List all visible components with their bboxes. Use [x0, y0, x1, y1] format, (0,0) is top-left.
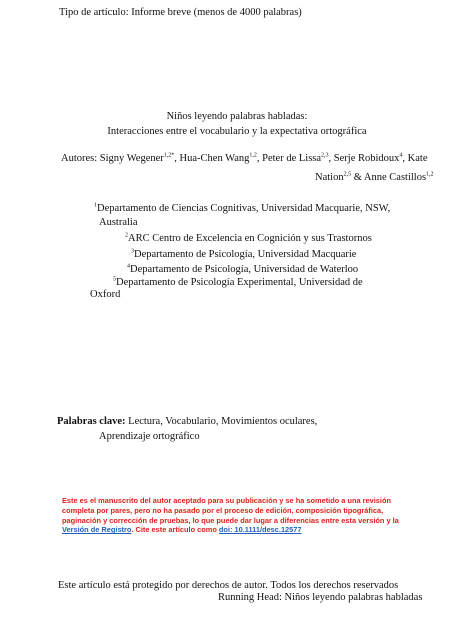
affiliation-text: ARC Centro de Excelencia en Cognición y sus Trastornos — [128, 233, 372, 244]
affiliation-text: Departamento de Psicología, Universidad de Waterloo — [130, 264, 359, 275]
author-name: Peter de Lissa — [262, 153, 322, 164]
copyright-notice: Este artículo está protegido por derechos de autor. Todos los derechos reservados — [58, 580, 399, 591]
author-affiliation: 1,2* — [163, 152, 175, 159]
author-name-part: Kate — [407, 153, 428, 164]
running-head: Running Head: Niños leyendo palabras habladas — [218, 592, 423, 603]
author-affiliation: 4 — [399, 152, 403, 159]
author-separator: , — [328, 153, 332, 164]
affiliation-number: 1 — [94, 202, 97, 209]
affiliation-number: 2 — [125, 232, 128, 239]
authors-label: Autores: — [61, 153, 98, 164]
author-name: Anne Castillos — [363, 172, 427, 183]
author-separator: , — [402, 153, 406, 164]
manuscript-notice — [62, 496, 424, 535]
article-type: Tipo de artículo: Informe breve (menos de 4000 palabras) — [59, 7, 302, 18]
author-separator: & — [351, 172, 362, 183]
affiliation-3 — [131, 248, 356, 261]
author-affiliation: 1,2 — [249, 152, 257, 159]
affiliation-number: 3 — [131, 248, 134, 255]
paper-title: Niños leyendo palabras habladas: — [166, 111, 308, 122]
affiliation-5 — [113, 276, 363, 289]
authors-line-1 — [61, 152, 427, 165]
notice-cite-text: . Cite este artículo como — [131, 525, 219, 535]
affiliation-1-cont: Australia — [99, 217, 138, 228]
paper-subtitle: Interacciones entre el vocabulario y la expectativa ortográfica — [107, 126, 367, 137]
keywords-line-1 — [57, 415, 317, 428]
notice-line: Este es el manuscrito del autor aceptado para su publicación y se ha sometido a una revisión — [62, 496, 391, 505]
authors-line-2 — [315, 171, 434, 184]
author-separator: , — [256, 153, 260, 164]
affiliation-text: Departamento de Psicología, Universidad Macquarie — [134, 249, 357, 260]
author-name: Signy Wegener — [99, 153, 164, 164]
author-affiliation: 1,2 — [426, 171, 434, 178]
affiliation-2 — [125, 232, 372, 245]
keywords-label: Palabras clave: — [57, 416, 126, 427]
affiliation-1 — [94, 202, 390, 215]
affiliation-text: Departamento de Psicología Experimental, Universidad de — [116, 277, 363, 288]
notice-line: completa por pares, pero no ha pasado por el proceso de edición, composición tipográfica, — [62, 505, 384, 515]
author-name-part: Nation — [315, 172, 344, 183]
doi-link[interactable]: doi: 10.1111/desc.12577 — [218, 525, 302, 535]
notice-line: paginación y corrección de pruebas, lo que puede dar lugar a diferencias entre esta versión y la — [62, 515, 399, 525]
keywords-text: Lectura, Vocabulario, Movimientos oculares, — [128, 416, 318, 427]
author-separator: , — [174, 153, 177, 164]
author-affiliation: 2,5 — [343, 171, 352, 178]
affiliation-5-cont: Oxford — [90, 289, 121, 300]
version-of-record-link[interactable]: Versión de Registro — [62, 525, 132, 535]
author-name: Hua-Chen Wang — [179, 153, 250, 164]
affiliation-number: 5 — [113, 276, 116, 283]
affiliation-4 — [127, 263, 358, 276]
affiliation-text: Departamento de Ciencias Cognitivas, Universidad Macquarie, NSW, — [97, 203, 391, 214]
notice-line — [62, 525, 424, 535]
keywords-line-2: Aprendizaje ortográfico — [99, 431, 200, 442]
author-name: Serje Robidoux — [333, 153, 400, 164]
affiliation-number: 4 — [127, 263, 130, 270]
author-affiliation: 2,3 — [321, 152, 329, 159]
